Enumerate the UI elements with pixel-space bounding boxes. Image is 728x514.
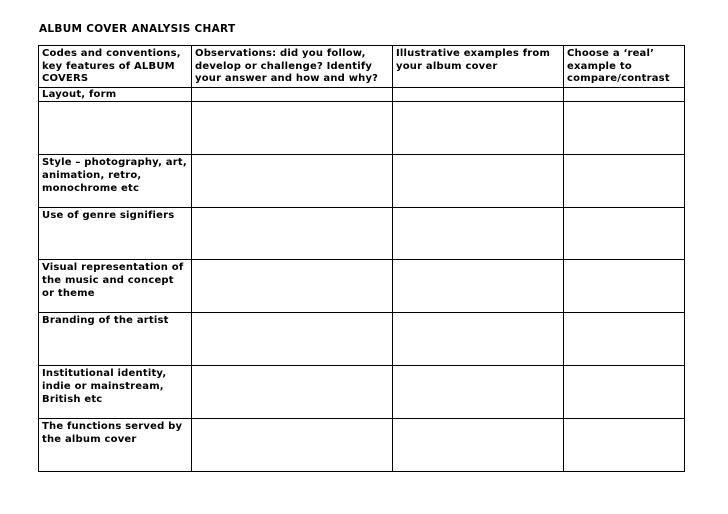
- examples-cell[interactable]: [393, 366, 564, 419]
- table-row: [39, 419, 685, 472]
- table-row: [39, 155, 685, 208]
- header-cell-codes: [39, 46, 192, 102]
- page-title: ALBUM COVER ANALYSIS CHART: [39, 23, 236, 35]
- table-row: [39, 208, 685, 260]
- row-label-cell: [39, 155, 192, 208]
- row-label-style: Style – photography, art, animation, retro, monochrome etc: [42, 157, 187, 194]
- examples-cell[interactable]: [393, 155, 564, 208]
- compare-cell[interactable]: [564, 208, 685, 260]
- examples-cell[interactable]: [393, 260, 564, 313]
- examples-cell[interactable]: [393, 313, 564, 366]
- table-row: [39, 102, 685, 155]
- row-label-cell: [39, 102, 192, 155]
- header-codes-label: Codes and conventions, key features of ALBUM COVERS: [39, 48, 191, 88]
- row-label-cell: [39, 366, 192, 419]
- row-label-functions: The functions served by the album cover: [42, 421, 183, 445]
- compare-cell[interactable]: [564, 260, 685, 313]
- header-observations-label: Observations: did you follow, develop or challenge? Identify your answer and how and why?: [192, 48, 392, 88]
- row-label-cell: [39, 419, 192, 472]
- compare-cell[interactable]: [564, 366, 685, 419]
- header-cell-compare: [564, 46, 685, 102]
- compare-cell[interactable]: [564, 313, 685, 366]
- examples-cell[interactable]: [393, 102, 564, 155]
- observations-cell[interactable]: [192, 208, 393, 260]
- header-cell-examples: [393, 46, 564, 102]
- row-label-institutional: Institutional identity, indie or mainstream, British etc: [42, 368, 167, 405]
- header-examples-label: Illustrative examples from your album cover: [393, 48, 563, 88]
- observations-cell[interactable]: [192, 313, 393, 366]
- table-row: [39, 313, 685, 366]
- table-row: [39, 366, 685, 419]
- table-row: [39, 260, 685, 313]
- observations-cell[interactable]: [192, 260, 393, 313]
- observations-cell[interactable]: [192, 155, 393, 208]
- observations-cell[interactable]: [192, 419, 393, 472]
- header-cell-observations: [192, 46, 393, 102]
- compare-cell[interactable]: [564, 155, 685, 208]
- row-label-cell: [39, 208, 192, 260]
- header-compare-label: Choose a ‘real’ example to compare/contrast: [564, 48, 684, 88]
- compare-cell[interactable]: [564, 102, 685, 155]
- row-label-visual: Visual representation of the music and concept or theme: [42, 262, 184, 299]
- examples-cell[interactable]: [393, 208, 564, 260]
- row-label-genre: Use of genre signifiers: [42, 210, 175, 222]
- row-label-cell: [39, 313, 192, 366]
- row-label-cell: [39, 260, 192, 313]
- row-label-layout: Layout, form: [42, 88, 117, 100]
- row-label-branding: Branding of the artist: [42, 315, 169, 327]
- table-header-row: [39, 46, 685, 102]
- observations-cell[interactable]: [192, 102, 393, 155]
- examples-cell[interactable]: [393, 419, 564, 472]
- observations-cell[interactable]: [192, 366, 393, 419]
- analysis-table: [38, 45, 685, 472]
- compare-cell[interactable]: [564, 419, 685, 472]
